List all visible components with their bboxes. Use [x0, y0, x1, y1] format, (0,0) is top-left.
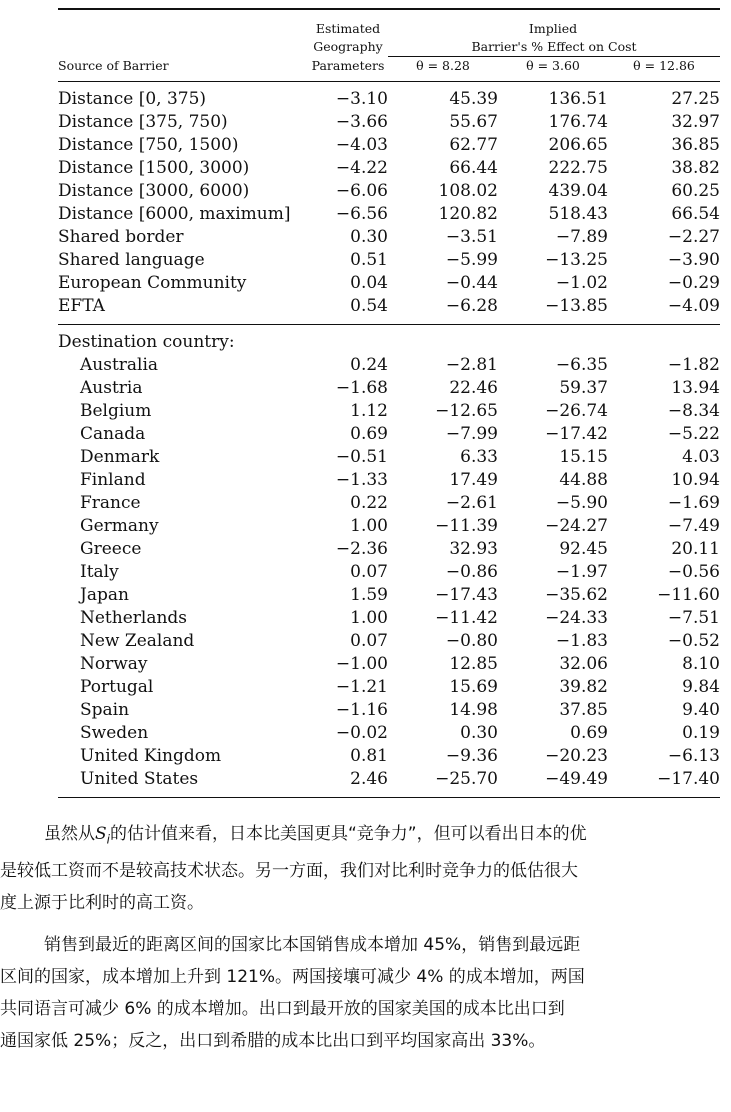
table-row [58, 134, 720, 157]
theta3-value: −2.27 [667, 227, 720, 247]
country-table [58, 331, 720, 791]
table-row [58, 180, 720, 203]
row-label: Norway [80, 654, 148, 674]
param-value: −6.06 [335, 181, 388, 201]
theta1-value: −0.44 [445, 273, 498, 293]
table-row [58, 423, 720, 446]
row-label: New Zealand [80, 631, 195, 651]
row-label: France [80, 493, 141, 513]
theta1-value: 32.93 [449, 539, 498, 559]
theta1-value: −6.28 [445, 296, 498, 316]
theta2-value: −1.02 [555, 273, 608, 293]
theta1-value: 12.85 [449, 654, 498, 674]
section-rule [58, 324, 720, 325]
theta1-value: −17.43 [435, 585, 498, 605]
p2-line-4: 通国家低 25%；反之，出口到希腊的成本比出口到平均国家高出 33%。 [0, 1031, 546, 1052]
theta2-value: −1.83 [555, 631, 608, 651]
table-row [58, 354, 720, 377]
theta2-value: 92.45 [559, 539, 608, 559]
theta1-value: 22.46 [449, 378, 498, 398]
theta2-value: 176.74 [548, 112, 608, 132]
table-row [58, 157, 720, 180]
table-row [58, 272, 720, 295]
theta3-value: 38.82 [671, 158, 720, 178]
row-label: United States [80, 769, 199, 789]
param-value: −4.22 [335, 158, 388, 178]
theta2-value: 0.69 [570, 723, 608, 743]
theta1-value: −0.86 [445, 562, 498, 582]
p1-line-1: 虽然从$S_i$的估计值来看，日本比美国更具“竞争力”，但可以看出日本的优 [44, 824, 587, 847]
table-row [58, 515, 720, 538]
param-value: −1.21 [335, 677, 388, 697]
theta3-value: −3.90 [667, 250, 720, 270]
theta3-value: −6.13 [667, 746, 720, 766]
param-value: 1.00 [350, 516, 388, 536]
theta1-value: −5.99 [445, 250, 498, 270]
theta3-value: 9.40 [682, 700, 720, 720]
theta1-value: 55.67 [449, 112, 498, 132]
theta3-value: −17.40 [657, 769, 720, 789]
param-value: 0.24 [350, 355, 388, 375]
theta1-value: −9.36 [445, 746, 498, 766]
geo-header-3: Parameters [311, 57, 385, 73]
theta3-value: −11.60 [657, 585, 720, 605]
theta2-value: −6.35 [555, 355, 608, 375]
header-table [58, 20, 720, 75]
param-value: 1.59 [350, 585, 388, 605]
table-row [58, 249, 720, 272]
theta1-value: −11.42 [435, 608, 498, 628]
results-table [58, 8, 720, 798]
theta2-value: −13.85 [545, 296, 608, 316]
row-label: European Community [58, 273, 247, 293]
destination-label: Destination country: [58, 332, 235, 352]
theta3-value: 20.11 [671, 539, 720, 559]
theta2-value: 206.65 [548, 135, 608, 155]
table-row [58, 561, 720, 584]
theta1-value: −12.65 [435, 401, 498, 421]
barrier-table [58, 88, 720, 318]
theta2-value: 15.15 [559, 447, 608, 467]
param-value: −3.66 [335, 112, 388, 132]
theta1-value: 0.30 [460, 723, 498, 743]
body-text [0, 818, 731, 1057]
row-label: Denmark [80, 447, 160, 467]
theta3-header: θ = 12.86 [633, 58, 695, 73]
theta3-value: 32.97 [671, 112, 720, 132]
theta1-value: −3.51 [445, 227, 498, 247]
row-label: Italy [80, 562, 119, 582]
row-label: Distance [1500, 3000) [58, 158, 250, 178]
param-value: −1.16 [335, 700, 388, 720]
param-value: 0.04 [350, 273, 388, 293]
table-row [58, 722, 720, 745]
row-label: Belgium [80, 401, 152, 421]
theta1-value: 120.82 [438, 204, 498, 224]
theta3-value: 8.10 [682, 654, 720, 674]
table-row [58, 469, 720, 492]
theta2-value: −49.49 [545, 769, 608, 789]
theta1-value: −25.70 [435, 769, 498, 789]
row-label: Germany [80, 516, 159, 536]
theta1-value: −11.39 [435, 516, 498, 536]
header-rule [58, 81, 720, 82]
param-value: −1.00 [335, 654, 388, 674]
row-label: Canada [80, 424, 146, 444]
param-value: −2.36 [335, 539, 388, 559]
theta2-value: −17.42 [545, 424, 608, 444]
theta2-value: 518.43 [548, 204, 608, 224]
param-value: −6.56 [335, 204, 388, 224]
table-row [58, 203, 720, 226]
implied-header-2: Barrier's % Effect on Cost [388, 38, 720, 57]
table-row [58, 226, 720, 249]
row-label: Shared language [58, 250, 205, 270]
theta2-header: θ = 3.60 [526, 58, 580, 73]
param-value: 1.12 [350, 401, 388, 421]
table-row [58, 88, 720, 111]
p2-line-1: 销售到最近的距离区间的国家比本国销售成本增加 45%，销售到最远距 [44, 935, 581, 956]
theta3-value: −1.69 [667, 493, 720, 513]
theta3-value: −1.82 [667, 355, 720, 375]
row-label: Distance [3000, 6000) [58, 181, 250, 201]
row-label: Distance [375, 750) [58, 112, 228, 132]
theta1-value: −2.61 [445, 493, 498, 513]
theta1-value: 62.77 [449, 135, 498, 155]
table-row [58, 492, 720, 515]
theta1-value: 6.33 [460, 447, 498, 467]
table-row [58, 446, 720, 469]
theta1-value: −7.99 [445, 424, 498, 444]
theta3-value: −7.51 [667, 608, 720, 628]
theta1-value: 108.02 [438, 181, 498, 201]
row-label: Distance [6000, maximum] [58, 204, 291, 224]
table-row [58, 538, 720, 561]
theta1-value: 15.69 [449, 677, 498, 697]
theta3-value: 10.94 [671, 470, 720, 490]
theta2-value: 136.51 [548, 89, 608, 109]
row-label: Portugal [80, 677, 154, 697]
theta2-value: −1.97 [555, 562, 608, 582]
theta2-value: −7.89 [555, 227, 608, 247]
theta3-value: 13.94 [671, 378, 720, 398]
row-label: Japan [80, 585, 129, 605]
theta2-value: −35.62 [545, 585, 608, 605]
theta2-value: −24.27 [545, 516, 608, 536]
param-value: −0.51 [335, 447, 388, 467]
table-row [58, 607, 720, 630]
theta2-value: 39.82 [559, 677, 608, 697]
param-value: −1.33 [335, 470, 388, 490]
param-value: 0.69 [350, 424, 388, 444]
theta3-value: 36.85 [671, 135, 720, 155]
theta3-value: −5.22 [667, 424, 720, 444]
param-value: 1.00 [350, 608, 388, 628]
param-value: −1.68 [335, 378, 388, 398]
theta3-value: 60.25 [671, 181, 720, 201]
theta3-value: 9.84 [682, 677, 720, 697]
theta1-value: 14.98 [449, 700, 498, 720]
p2-line-3: 共同语言可减少 6% 的成本增加。出口到最开放的国家美国的成本比出口到 [0, 999, 565, 1020]
implied-header-1: Implied [528, 21, 578, 36]
table-row [58, 377, 720, 400]
row-label: Netherlands [80, 608, 188, 628]
theta2-value: −5.90 [555, 493, 608, 513]
table-row [58, 584, 720, 607]
param-value: −3.10 [335, 89, 388, 109]
p1-line-2: 是较低工资而不是较高技术状态。另一方面，我们对比利时竞争力的低估很大 [0, 861, 578, 882]
table-row [58, 111, 720, 134]
table-row [58, 400, 720, 423]
geo-header-1: Estimated [315, 21, 381, 36]
param-value: 2.46 [350, 769, 388, 789]
theta2-value: 44.88 [559, 470, 608, 490]
param-value: 0.54 [350, 296, 388, 316]
row-label: Shared border [58, 227, 184, 247]
theta3-value: −8.34 [667, 401, 720, 421]
theta2-value: 32.06 [559, 654, 608, 674]
table-row [58, 630, 720, 653]
geo-header-2: Geography [313, 39, 383, 55]
param-value: 0.30 [350, 227, 388, 247]
theta2-value: −26.74 [545, 401, 608, 421]
theta2-value: −20.23 [545, 746, 608, 766]
top-rule [58, 8, 720, 10]
theta3-value: −4.09 [667, 296, 720, 316]
row-label: Australia [80, 355, 159, 375]
p1-line-3: 度上源于比利时的高工资。 [0, 893, 204, 914]
param-value: −4.03 [335, 135, 388, 155]
param-value: 0.51 [350, 250, 388, 270]
row-label: Austria [80, 378, 143, 398]
param-value: 0.81 [350, 746, 388, 766]
theta3-value: −0.29 [667, 273, 720, 293]
theta3-value: −0.56 [667, 562, 720, 582]
param-value: 0.22 [350, 493, 388, 513]
table-row [58, 295, 720, 318]
source-header: Source of Barrier [58, 57, 169, 73]
theta3-value: 66.54 [671, 204, 720, 224]
table-row [58, 699, 720, 722]
theta1-value: 66.44 [449, 158, 498, 178]
param-value: 0.07 [350, 631, 388, 651]
theta3-value: −7.49 [667, 516, 720, 536]
bottom-rule [58, 797, 720, 798]
theta2-value: 37.85 [559, 700, 608, 720]
table-row [58, 653, 720, 676]
row-label: Spain [80, 700, 130, 720]
theta3-value: 4.03 [682, 447, 720, 467]
param-value: 0.07 [350, 562, 388, 582]
p2-line-2: 区间的国家，成本增加上升到 121%。两国接壤可减少 4% 的成本增加，两国 [0, 967, 585, 988]
row-label: EFTA [58, 296, 105, 316]
row-label: Sweden [80, 723, 149, 743]
row-label: United Kingdom [80, 746, 222, 766]
theta1-value: −0.80 [445, 631, 498, 651]
theta3-value: 0.19 [682, 723, 720, 743]
theta2-value: −13.25 [545, 250, 608, 270]
theta2-value: 439.04 [548, 181, 608, 201]
theta2-value: 222.75 [548, 158, 608, 178]
theta1-value: −2.81 [445, 355, 498, 375]
theta3-value: 27.25 [671, 89, 720, 109]
theta1-value: 17.49 [449, 470, 498, 490]
theta3-value: −0.52 [667, 631, 720, 651]
theta2-value: −24.33 [545, 608, 608, 628]
param-value: −0.02 [335, 723, 388, 743]
row-label: Greece [80, 539, 142, 559]
table-row [58, 768, 720, 791]
row-label: Distance [750, 1500) [58, 135, 239, 155]
theta2-value: 59.37 [559, 378, 608, 398]
table-row [58, 676, 720, 699]
theta1-header: θ = 8.28 [416, 58, 470, 73]
row-label: Distance [0, 375) [58, 89, 207, 109]
table-row [58, 745, 720, 768]
theta1-value: 45.39 [449, 89, 498, 109]
row-label: Finland [80, 470, 146, 490]
